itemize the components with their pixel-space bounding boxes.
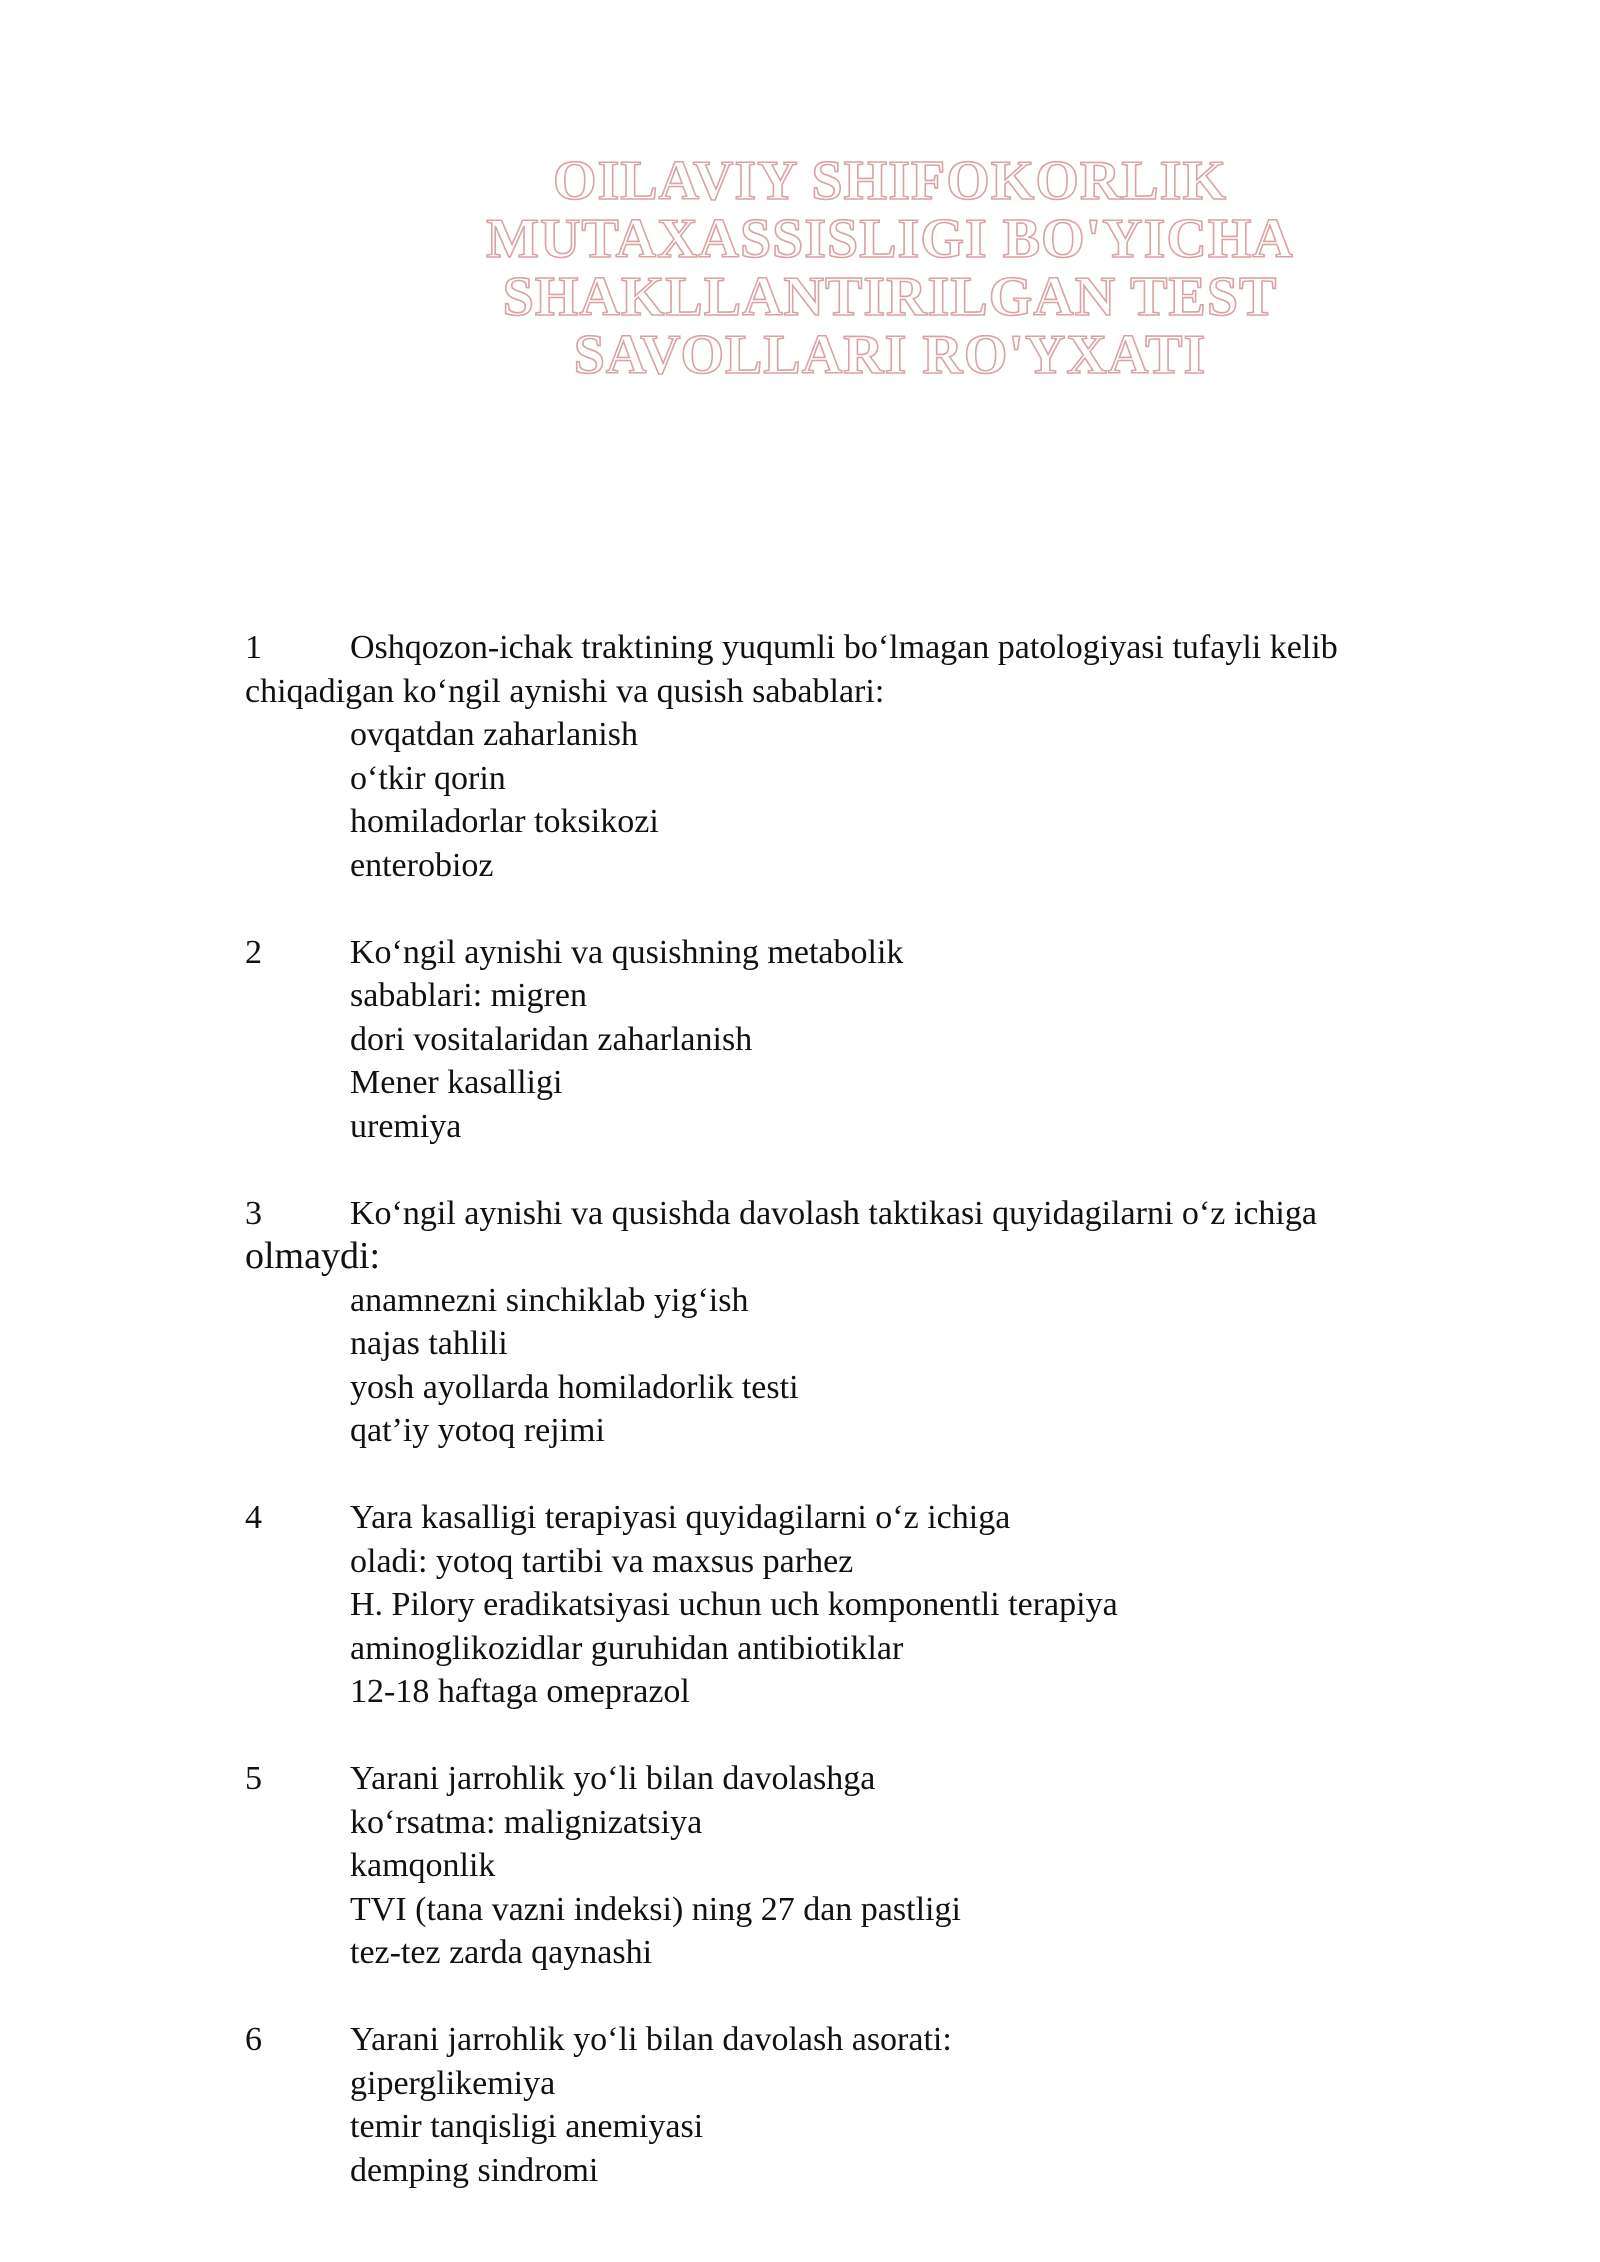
answer-option: enterobioz bbox=[350, 846, 494, 884]
answer-option: ko‘rsatma: malignizatsiya bbox=[350, 1803, 703, 1841]
question-stem bbox=[245, 931, 1505, 975]
question-text: Yarani jarrohlik yo‘li bilan davolash asorati: bbox=[350, 2021, 952, 2058]
question-text: Yara kasalligi terapiyasi quyidagilarni o‘z ichiga bbox=[350, 1499, 1011, 1536]
answer-option: dori vositalaridan zaharlanish bbox=[350, 1020, 753, 1058]
question-text: Yarani jarrohlik yo‘li bilan davolashga bbox=[350, 1760, 876, 1797]
answer-option: tez-tez zarda qaynashi bbox=[350, 1934, 653, 1971]
question-stem bbox=[245, 1757, 1505, 1801]
answer-option: ovqatdan zaharlanish bbox=[350, 716, 638, 753]
answer-option: uremiya bbox=[350, 1107, 462, 1145]
answer-option: oladi: yotoq tartibi va maxsus parhez bbox=[350, 1542, 854, 1580]
question-4 bbox=[245, 1496, 1505, 1714]
answer-option: H. Pilory eradikatsiyasi uchun uch komponentli terapiya bbox=[350, 1586, 1118, 1623]
question-stem bbox=[245, 1496, 1505, 1540]
question-number: 4 bbox=[245, 1499, 262, 1536]
answer-option: Mener kasalligi bbox=[350, 1064, 563, 1101]
answer-option: o‘tkir qorin bbox=[350, 759, 506, 797]
question-stem bbox=[245, 2018, 1505, 2062]
question-number: 2 bbox=[245, 933, 262, 971]
answer-option: homiladorlar toksikozi bbox=[350, 803, 659, 840]
answer-option: sabablari: migren bbox=[350, 977, 587, 1014]
question-list bbox=[245, 626, 1505, 2236]
question-number: 6 bbox=[245, 2021, 262, 2058]
question-number: 5 bbox=[245, 1760, 262, 1797]
answer-option: 12-18 haftaga omeprazol bbox=[350, 1673, 690, 1710]
answer-option: anamnezni sinchiklab yig‘ish bbox=[350, 1281, 749, 1319]
title-line: SAVOLLARI RO'YXATI bbox=[573, 324, 1207, 386]
question-5 bbox=[245, 1757, 1505, 1975]
question-3 bbox=[245, 1192, 1505, 1453]
answer-option: demping sindromi bbox=[350, 2151, 599, 2189]
title-line: OILAVIY SHIFOKORLIK bbox=[552, 150, 1228, 212]
question-text: Ko‘ngil aynishi va qusishda davolash taktikasi quyidagilarni o‘z ichiga bbox=[350, 1194, 1317, 1232]
answer-option: temir tanqisligi anemiyasi bbox=[350, 2108, 704, 2145]
question-number: 3 bbox=[245, 1194, 262, 1232]
title-line: MUTAXASSISLIGI BO'YICHA bbox=[486, 208, 1294, 270]
question-stem bbox=[245, 1192, 1505, 1279]
question-stem bbox=[245, 626, 1505, 713]
question-text-continued: chiqadigan ko‘ngil aynishi va qusish sabablari: bbox=[245, 672, 885, 710]
question-number: 1 bbox=[245, 629, 262, 666]
answer-option: TVI (tana vazni indeksi) ning 27 dan pastligi bbox=[350, 1890, 961, 1928]
answer-option: aminoglikozidlar guruhidan antibiotiklar bbox=[350, 1629, 904, 1667]
question-6 bbox=[245, 2018, 1505, 2192]
title-line: SHAKLLANTIRILGAN TEST bbox=[502, 266, 1278, 328]
question-text: Ko‘ngil aynishi va qusishning metabolik bbox=[350, 933, 904, 971]
question-2 bbox=[245, 931, 1505, 1149]
question-1 bbox=[245, 626, 1505, 887]
question-text-continued: olmaydi: bbox=[245, 1235, 381, 1277]
answer-option: kamqonlik bbox=[350, 1847, 496, 1884]
answer-option: qat’iy yotoq rejimi bbox=[350, 1412, 605, 1449]
question-text: Oshqozon-ichak traktining yuqumli bo‘lmagan patologiyasi tufayli kelib bbox=[350, 629, 1338, 666]
document-title bbox=[300, 152, 1480, 384]
answer-option: najas tahlili bbox=[350, 1325, 508, 1362]
answer-option: yosh ayollarda homiladorlik testi bbox=[350, 1368, 799, 1406]
answer-option: giperglikemiya bbox=[350, 2064, 556, 2102]
